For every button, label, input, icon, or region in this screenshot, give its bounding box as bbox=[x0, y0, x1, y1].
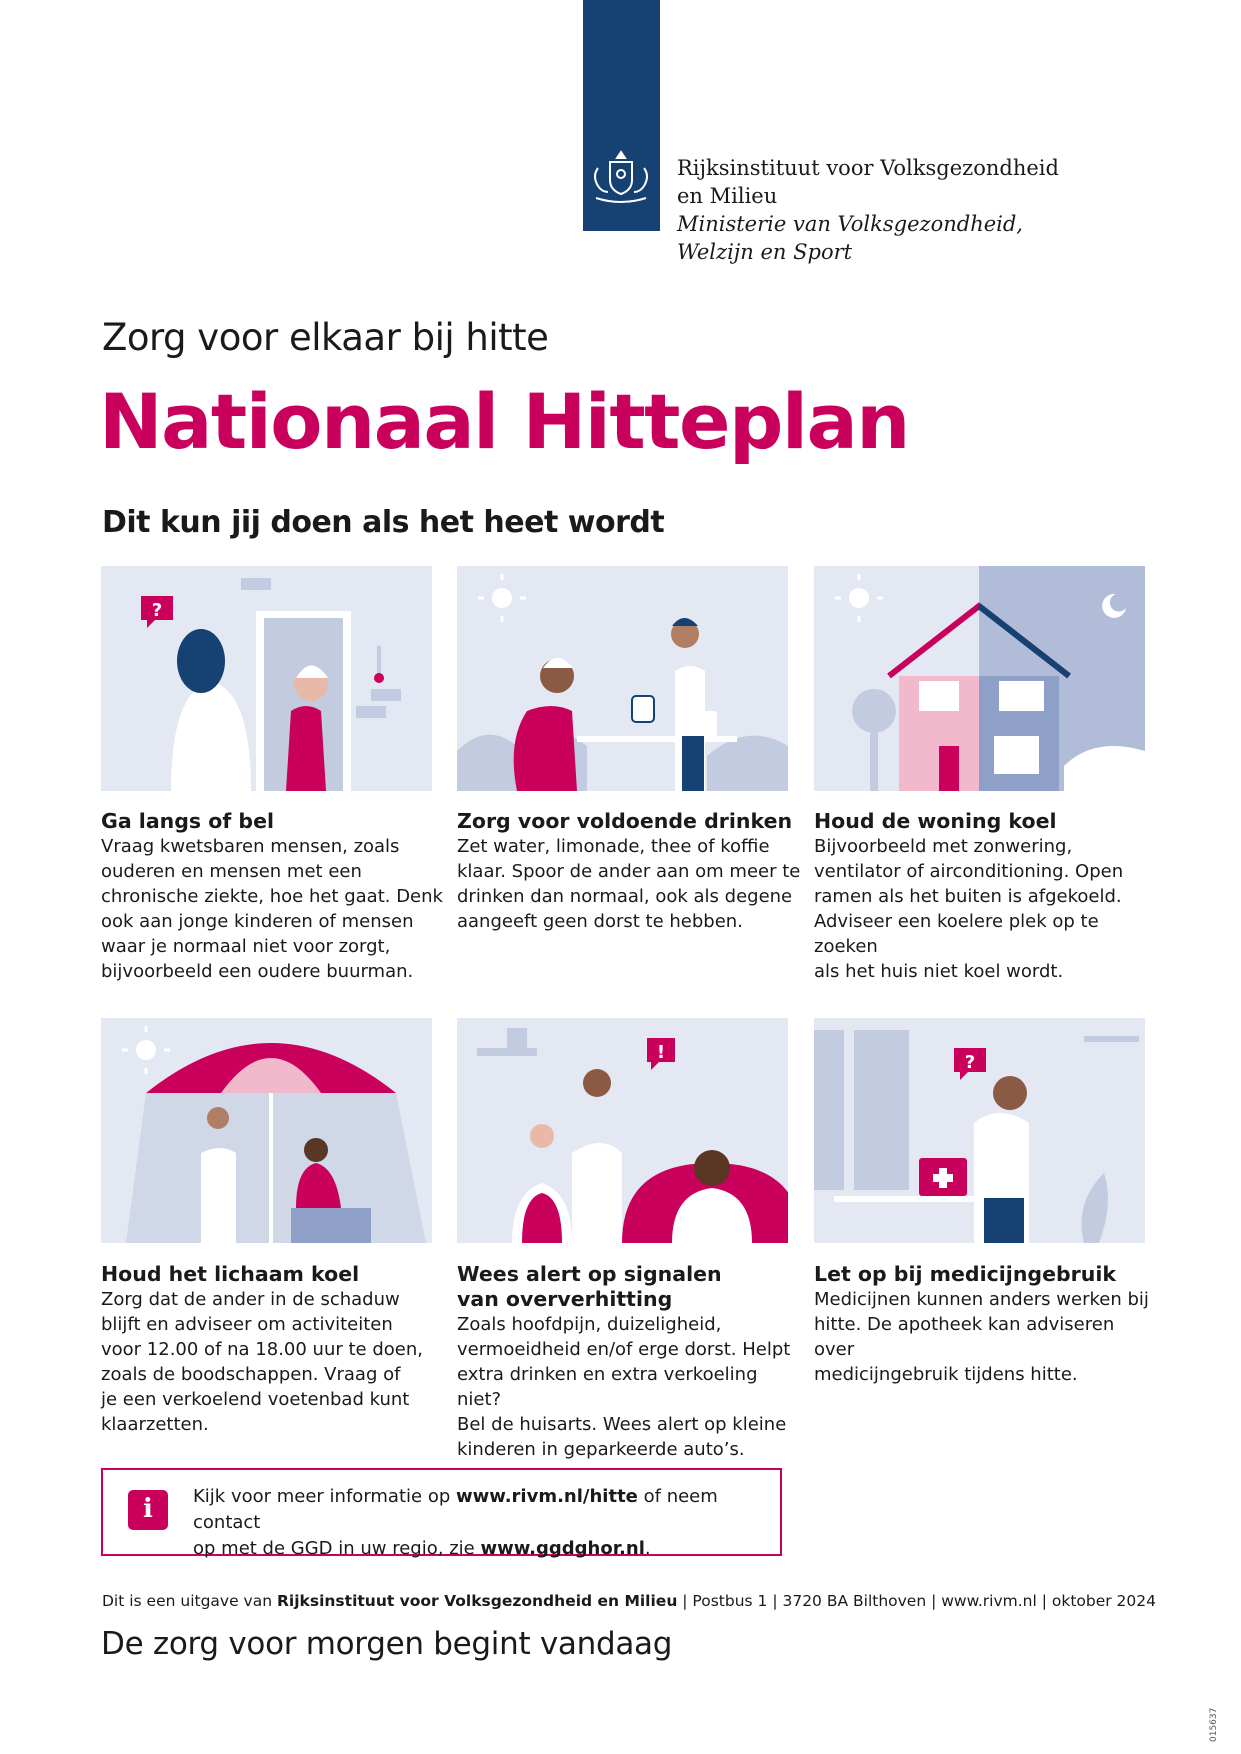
illustration-medication bbox=[814, 1018, 1145, 1243]
publisher-line: Dit is een uitgave van Rijksinstituut voor Volksgezondheid en Milieu | Postbus 1 | 3720 BA Bilthoven | www.rivm.nl | oktober 2024 bbox=[102, 1592, 1157, 1610]
page-subtitle: Zorg voor elkaar bij hitte bbox=[102, 316, 549, 359]
link-ggdghor[interactable]: www.ggdghor.nl bbox=[480, 1538, 645, 1559]
illustration-overheating bbox=[457, 1018, 788, 1243]
info-text: Kijk voor meer informatie op www.rivm.nl/hitte of neem contact op met de GGD in uw regio, zie www.ggdghor.nl. bbox=[193, 1486, 718, 1559]
card-text: Zorg dat de ander in de schaduw blijft en adviseer om activiteiten voor 12.00 of na 18.00 uur te doen, zoals de boodschappen. Vraag of je een verkoelend voetenbad kunt klaarzetten. bbox=[101, 1289, 423, 1435]
organization-name: Rijksinstituut voor Volksgezondheid en Milieu Ministerie van Volksgezondheid, Welzijn en Sport bbox=[677, 156, 1059, 264]
card-heading: Zorg voor voldoende drinken bbox=[457, 809, 793, 833]
section-heading: Dit kun jij doen als het heet wordt bbox=[102, 505, 665, 540]
link-rivm-hitte[interactable]: www.rivm.nl/hitte bbox=[455, 1486, 638, 1507]
info-icon: i bbox=[128, 1490, 168, 1530]
svg-text:?: ? bbox=[151, 600, 163, 621]
card-text: Medicijnen kunnen anders werken bij hitte. De apotheek kan adviseren over medicijngebruik tijdens hitte. bbox=[814, 1289, 1149, 1385]
card-text: Zoals hoofdpijn, duizeligheid, vermoeidheid en/of erge dorst. Helpt extra drinken en extra verkoeling niet? Bel de huisarts. Wees alert op kleine kinderen in geparkeerde auto’s. bbox=[457, 1314, 791, 1460]
svg-text:?: ? bbox=[964, 1052, 976, 1073]
card-heading: Let op bij medicijngebruik bbox=[814, 1262, 1117, 1286]
svg-text:!: ! bbox=[656, 1042, 666, 1063]
card-text: Vraag kwetsbaren mensen, zoals ouderen en mensen met een chronische ziekte, hoe het gaat. Denk ook aan jonge kinderen of mensen waar je normaal niet voor zorgt, bijvoorbeeld een oudere buurman. bbox=[101, 836, 443, 982]
card-heading: Houd het lichaam koel bbox=[101, 1262, 360, 1286]
page-title: Nationaal Hitteplan bbox=[99, 377, 909, 466]
illustration-visit-or-call bbox=[101, 566, 432, 791]
rijksoverheid-logo-bar bbox=[583, 0, 660, 231]
card-heading: Houd de woning koel bbox=[814, 809, 1057, 833]
document-code: 015637 bbox=[1209, 1707, 1219, 1742]
card-text: Bijvoorbeeld met zonwering, ventilator of airconditioning. Open ramen als het buiten is afgekoeld. Adviseer een koelere plek op te zoeken als het huis niet koel wordt. bbox=[814, 836, 1124, 982]
info-box bbox=[101, 1468, 782, 1559]
card-heading: Wees alert op signalen van oververhitting bbox=[457, 1262, 722, 1311]
illustration-body-cool bbox=[101, 1018, 432, 1243]
coat-of-arms-icon bbox=[588, 148, 654, 208]
slogan: De zorg voor morgen begint vandaag bbox=[101, 1626, 673, 1662]
card-text: Zet water, limonade, thee of koffie klaar. Spoor de ander aan om meer te drinken dan normaal, ook als degene aangeeft geen dorst te hebben. bbox=[457, 836, 801, 932]
illustration-drinking bbox=[457, 566, 788, 791]
card-heading: Ga langs of bel bbox=[101, 809, 275, 833]
illustration-cool-house bbox=[814, 566, 1145, 791]
